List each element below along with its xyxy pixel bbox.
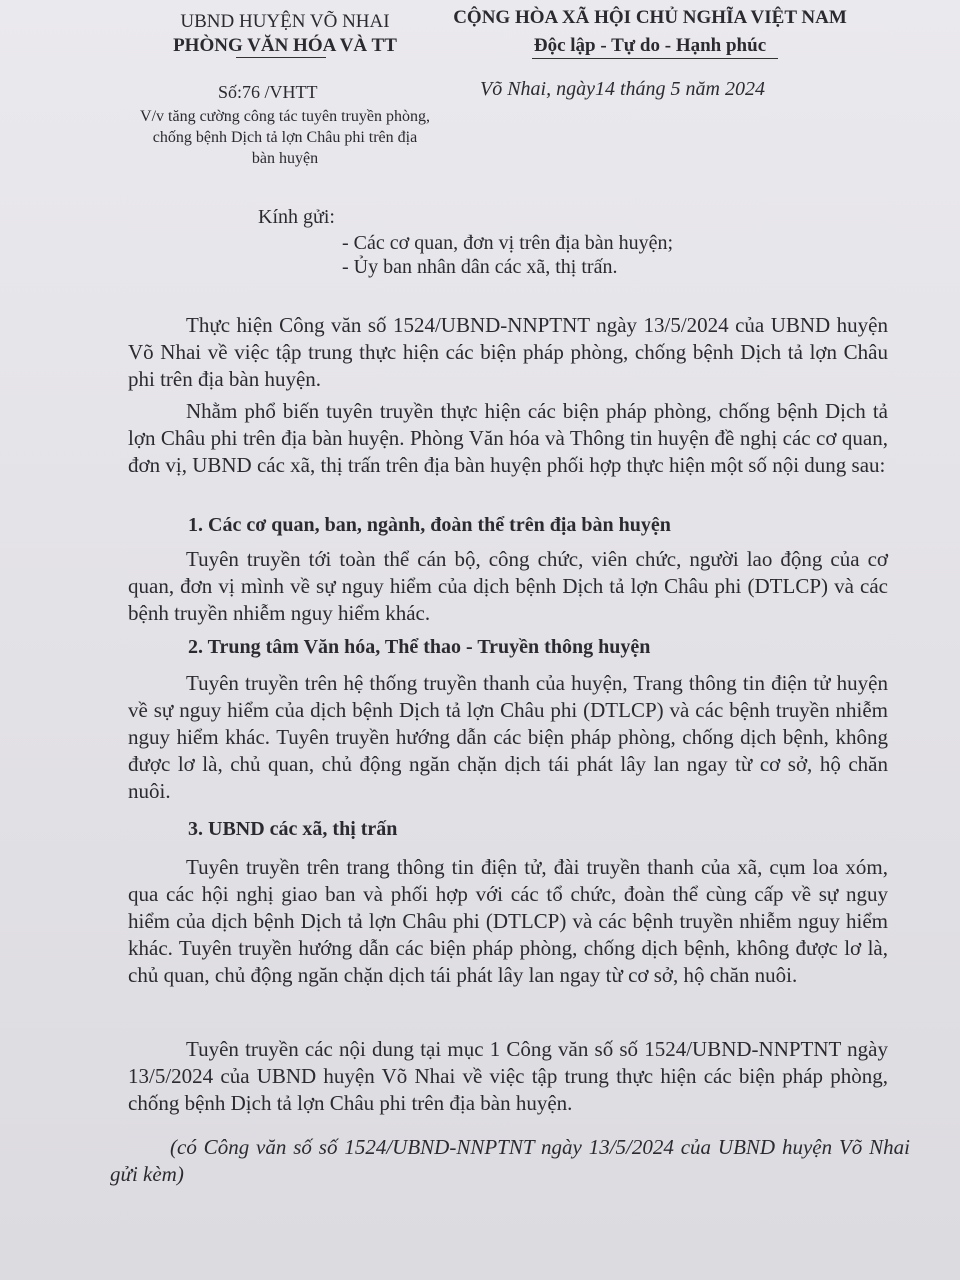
section-body: Tuyên truyền tới toàn thể cán bộ, công chức, viên chức, người lao động của cơ quan, đơn vị mình về sự nguy hiểm của dịch bệnh Dịch tả lợn Châu phi (DTLCP) và các bệnh truyền nhiễm nguy hiểm khác. bbox=[128, 547, 888, 625]
document-subject: V/v tăng cường công tác tuyên truyền phòng, chống bệnh Dịch tả lợn Châu phi trên địa bàn huyện bbox=[140, 108, 430, 167]
motto: Độc lập - Tự do - Hạnh phúc bbox=[533, 35, 767, 56]
intro-paragraph: Nhằm phổ biến tuyên truyền thực hiện các biện pháp phòng, chống bệnh Dịch tả lợn Châu phi trên địa bàn huyện. Phòng Văn hóa và Thông tin huyện đề nghị các cơ quan, đơn vị, UBND các xã, thị trấn trên địa bàn huyện phối hợp thực hiện một số nội dung sau: bbox=[128, 399, 888, 477]
greeting: Kính gửi: bbox=[258, 206, 335, 228]
agency-line-2: PHÒNG VĂN HÓA VÀ TT bbox=[173, 35, 397, 56]
document-date: Võ Nhai, ngày14 tháng 5 năm 2024 bbox=[480, 78, 765, 100]
document-number: Số:76 /VHTT bbox=[218, 82, 318, 102]
section-heading: 1. Các cơ quan, ban, ngành, đoàn thể trên địa bàn huyện bbox=[188, 514, 671, 536]
section-body: Tuyên truyền trên hệ thống truyền thanh của huyện, Trang thông tin điện tử huyện về sự nguy hiểm của dịch bệnh Dịch tả lợn Châu phi (DTLCP) và các bệnh truyền nhiễm nguy hiểm khác. Tuyên truyền hướng dẫn các biện pháp phòng, chống dịch bệnh, không được lơ là, chủ quan, chủ động ngăn chặn dịch tái phát lây lan ngay từ cơ sở, hộ chăn nuôi. bbox=[128, 671, 888, 803]
closing-paragraph: Tuyên truyền các nội dung tại mục 1 Công văn số số 1524/UBND-NNPTNT ngày 13/5/2024 của UBND huyện Võ Nhai về việc tập trung thực hiện các biện pháp phòng, chống bệnh Dịch tả lợn Châu phi trên địa bàn huyện. bbox=[128, 1037, 888, 1115]
issuing-agency bbox=[150, 10, 420, 58]
section-body: Tuyên truyền trên trang thông tin điện tử, đài truyền thanh của xã, cụm loa xóm, qua các hội nghị giao ban và phối hợp với các tổ chức, đoàn thể cùng cấp về sự nguy hiểm của dịch bệnh Dịch tả lợn Châu phi (DTLCP) và các bệnh truyền nhiễm nguy hiểm khác. Tuyên truyền hướng dẫn các biện pháp phòng, chống dịch bệnh, không được lơ là, chủ quan, chủ động ngăn chặn dịch tái phát lây lan ngay từ cơ sở, hộ chăn nuôi. bbox=[128, 855, 888, 987]
recipient-item: - Các cơ quan, đơn vị trên địa bàn huyện; bbox=[342, 232, 674, 254]
agency-underline bbox=[236, 57, 326, 58]
national-header bbox=[420, 4, 880, 60]
nation-title: CỘNG HÒA XÃ HỘI CHỦ NGHĨA VIỆT NAM bbox=[453, 7, 847, 28]
section-heading: 2. Trung tâm Văn hóa, Thể thao - Truyền thông huyện bbox=[188, 636, 651, 658]
intro-paragraph: Thực hiện Công văn số 1524/UBND-NNPTNT ngày 13/5/2024 của UBND huyện Võ Nhai về việc tập trung thực hiện các biện pháp phòng, chống bệnh Dịch tả lợn Châu phi trên địa bàn huyện. bbox=[128, 313, 888, 391]
section-heading: 3. UBND các xã, thị trấn bbox=[188, 818, 398, 840]
agency-line-1: UBND HUYỆN VÕ NHAI bbox=[180, 11, 390, 32]
recipient-item: - Ủy ban nhân dân các xã, thị trấn. bbox=[342, 256, 618, 278]
motto-underline bbox=[532, 58, 778, 59]
attachment-note: (có Công văn số số 1524/UBND-NNPTNT ngày 13/5/2024 của UBND huyện Võ Nhai gửi kèm) bbox=[110, 1135, 910, 1186]
